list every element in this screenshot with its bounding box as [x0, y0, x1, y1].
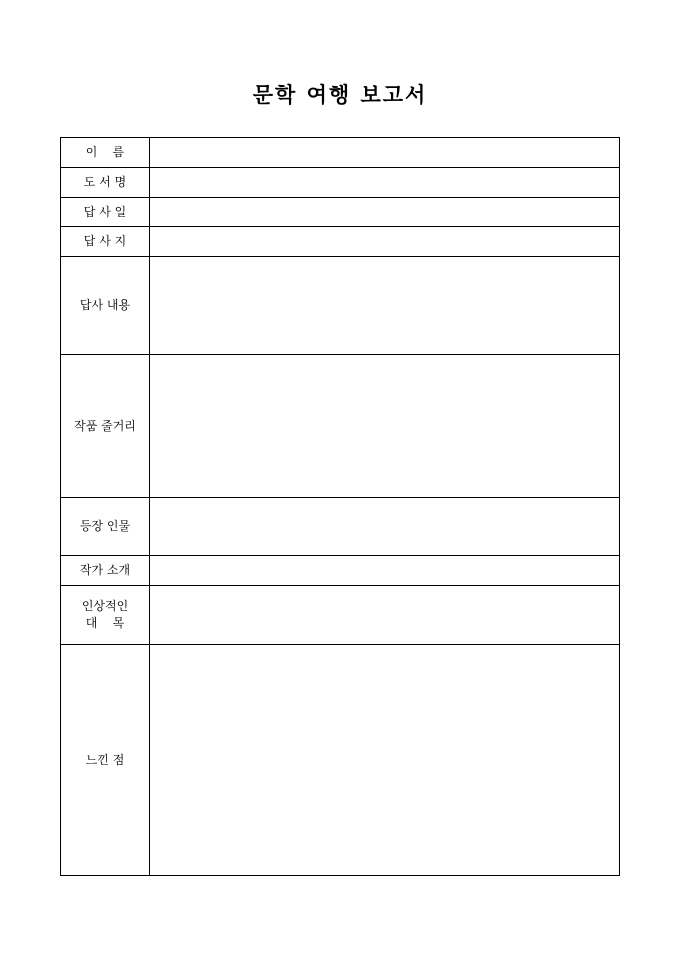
- visit-date-field[interactable]: [150, 198, 620, 227]
- visit-content-label: 답사 내용: [61, 257, 150, 355]
- report-form-table: [60, 137, 620, 876]
- characters-field[interactable]: [150, 498, 620, 556]
- visit-content-field[interactable]: [150, 257, 620, 355]
- visit-place-field[interactable]: [150, 227, 620, 257]
- form-row-author-intro: [61, 556, 620, 586]
- book-title-field[interactable]: [150, 168, 620, 198]
- form-row-plot: [61, 355, 620, 498]
- form-row-visit-date: [61, 198, 620, 227]
- impressive-passage-label: [61, 586, 150, 645]
- book-title-label: 도 서 명: [61, 168, 150, 198]
- author-intro-field[interactable]: [150, 556, 620, 586]
- impressive-passage-label-line2: 대 목: [85, 616, 125, 630]
- form-row-characters: [61, 498, 620, 556]
- form-row-name: [61, 138, 620, 168]
- form-row-impressions: [61, 645, 620, 876]
- impressive-passage-field[interactable]: [150, 586, 620, 645]
- form-row-book-title: [61, 168, 620, 198]
- document-title: 문학 여행 보고서: [252, 82, 428, 107]
- characters-label: 등장 인물: [61, 498, 150, 556]
- visit-place-label: 답 사 지: [61, 227, 150, 257]
- plot-label: 작품 줄거리: [61, 355, 150, 498]
- impressions-label: 느낀 점: [61, 645, 150, 876]
- visit-date-label: 답 사 일: [61, 198, 150, 227]
- name-field[interactable]: [150, 138, 620, 168]
- impressions-field[interactable]: [150, 645, 620, 876]
- author-intro-label: 작가 소개: [61, 556, 150, 586]
- impressive-passage-label-line1: 인상적인: [81, 599, 129, 613]
- form-row-visit-place: [61, 227, 620, 257]
- name-label: 이 름: [61, 138, 150, 168]
- form-row-impressive-passage: [61, 586, 620, 645]
- plot-field[interactable]: [150, 355, 620, 498]
- form-row-visit-content: [61, 257, 620, 355]
